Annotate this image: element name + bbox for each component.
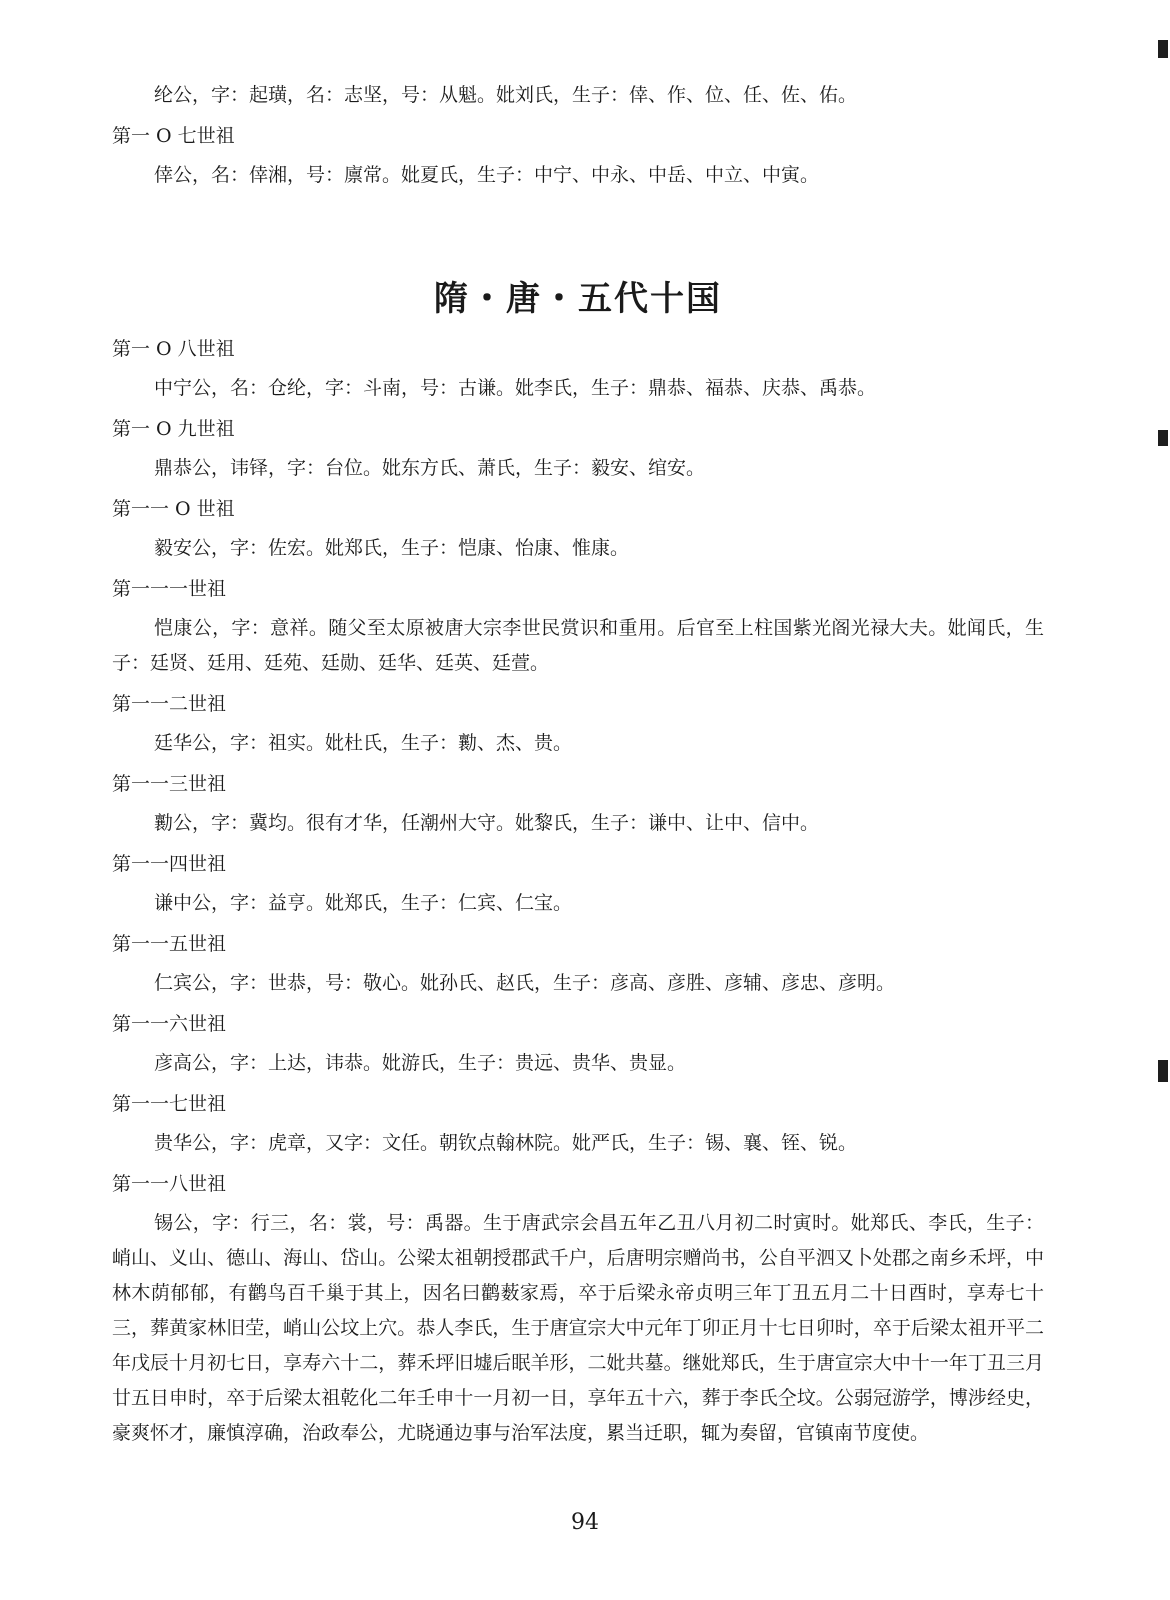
entry-paragraph: 倖公，名：倖湘，号：廪常。妣夏氏，生子：中宁、中永、中岳、中立、中寅。: [154, 164, 820, 186]
entry-paragraph: 纶公，字：起璜，名：志坚，号：从魁。妣刘氏，生子：倖、作、位、任、佐、佑。: [154, 84, 858, 106]
entry-paragraph: 谦中公，字：益亨。妣郑氏，生子：仁宾、仁宝。: [154, 892, 573, 914]
generation-heading: 第一一七世祖: [112, 1093, 227, 1115]
entry-paragraph: 毅安公，字：佐宏。妣郑氏，生子：恺康、怡康、惟康。: [154, 537, 630, 559]
entry-paragraph: 中宁公，名：仓纶，字：斗南，号：古谦。妣李氏，生子：鼎恭、福恭、庆恭、禹恭。: [154, 377, 877, 399]
entry-paragraph: 鼎恭公，讳铎，字：台位。妣东方氏、萧氏，生子：毅安、绾安。: [154, 457, 706, 479]
generation-heading: 第一一三世祖: [112, 773, 227, 795]
generation-heading: 第一一一世祖: [112, 578, 227, 600]
entry-paragraph: 廷华公，字：祖实。妣杜氏，生子：勷、杰、贵。: [154, 732, 573, 754]
generation-heading: 第一一 O 世祖: [112, 498, 235, 520]
entry-paragraph: 贵华公，字：虎章，又字：文任。朝钦点翰林院。妣严氏，生子：锡、襄、铚、锐。: [154, 1132, 858, 1154]
entry-paragraph: 勷公，字：冀均。很有才华，任潮州大守。妣黎氏，生子：谦中、让中、信中。: [154, 812, 820, 834]
generation-heading: 第一一四世祖: [112, 853, 227, 875]
entry-paragraph: 彦高公，字：上达，讳恭。妣游氏，生子：贵远、贵华、贵显。: [154, 1052, 687, 1074]
generation-heading: 第一一二世祖: [112, 693, 227, 715]
section-title: 隋・唐・五代十国: [434, 279, 722, 319]
entry-paragraph: 仁宾公，字：世恭，号：敬心。妣孙氏、赵氏，生子：彦高、彦胜、彦辅、彦忠、彦明。: [154, 972, 896, 994]
entry-paragraph: 恺康公，字：意祥。随父至太原被唐大宗李世民赏识和重用。后官至上柱国紫光阁光禄大夫。妣闻氏，生子：廷贤、廷用、廷苑、廷勋、廷华、廷英、廷萱。: [112, 617, 1044, 674]
generation-heading: 第一 O 九世祖: [112, 418, 235, 440]
generation-heading: 第一一八世祖: [112, 1173, 227, 1195]
scan-edge-mark: [1158, 1060, 1168, 1082]
generation-heading: 第一一五世祖: [112, 933, 227, 955]
page-number: 94: [571, 1510, 599, 1535]
scan-edge-mark: [1158, 430, 1168, 446]
scan-edge-mark: [1158, 40, 1168, 58]
generation-heading: 第一一六世祖: [112, 1013, 227, 1035]
generation-heading: 第一 O 八世祖: [112, 338, 235, 360]
entry-paragraph: 锡公，字：行三，名：裳，号：禹器。生于唐武宗会昌五年乙丑八月初二时寅时。妣郑氏、李氏，生子：峭山、义山、德山、海山、岱山。公梁太祖朝授郡武千户，后唐明宗赠尚书，公自平泗又卜处郡之南乡禾坪，中林木荫郁郁，有鹳鸟百千巢于其上，因名曰鹳薮家焉，卒于后梁永帝贞明三年丁丑五月二十日酉时，享寿七十三，葬黄家林旧茔，峭山公坟上穴。恭人李氏，生于唐宣宗大中元年丁卯正月十七日卯时，卒于后梁太祖开平二年戊辰十月初七日，享寿六十二，葬禾坪旧墟后眠羊形，二妣共墓。继妣郑氏，生于唐宣宗大中十一年丁丑三月廿五日申时，卒于后梁太祖乾化二年壬申十一月初一日，享年五十六，葬于李氏仝坟。公弱冠游学，博涉经史，豪爽怀才，廉慎淳确，治政奉公，尤晓通边事与治军法度，累当迁职，辄为奏留，官镇南节度使。: [112, 1212, 1044, 1444]
generation-heading: 第一 O 七世祖: [112, 125, 235, 147]
